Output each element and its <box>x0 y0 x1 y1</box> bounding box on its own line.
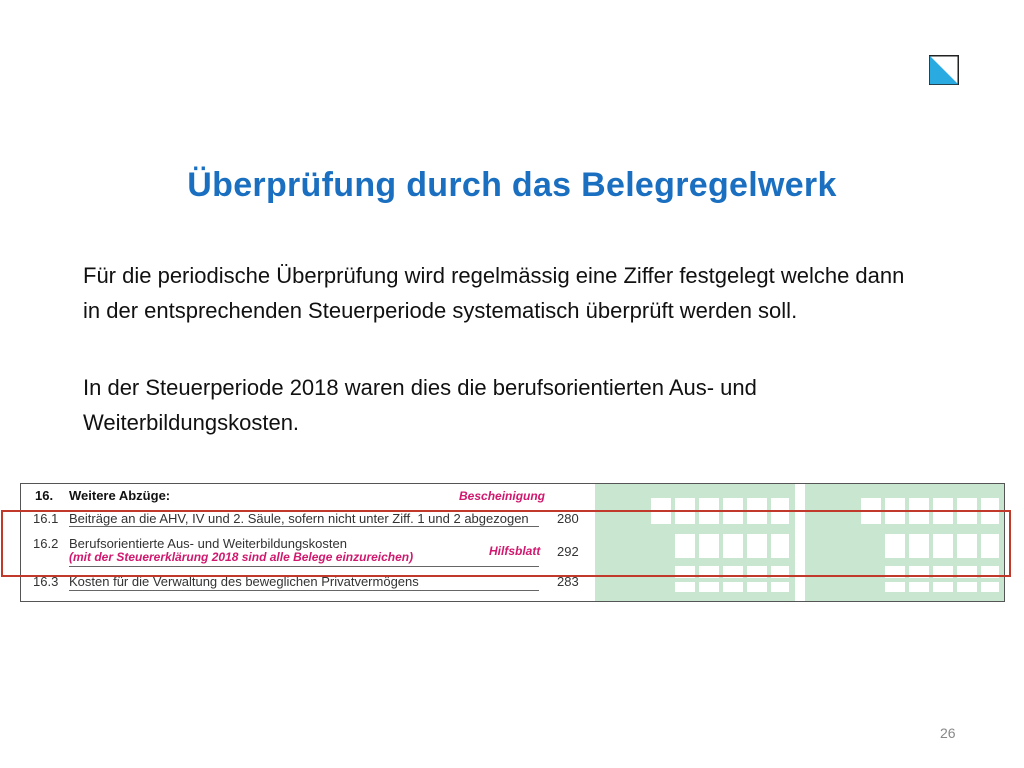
form-row-number: 16.2 <box>33 536 59 551</box>
page-number: 26 <box>940 725 956 741</box>
form-row-number: 16.1 <box>33 511 59 526</box>
form-row-label: Berufsorientierte Aus- und Weiterbildungskosten <box>69 536 347 551</box>
highlight-box <box>1 510 1011 577</box>
canton-zurich-logo-icon <box>929 55 959 85</box>
form-section-number: 16. <box>35 488 54 503</box>
form-header-note: Bescheinigung <box>459 489 546 503</box>
form-row-number: 16.3 <box>33 574 59 589</box>
form-row-label: Kosten für die Verwaltung des beweglichen Privatvermögens <box>69 574 419 589</box>
paragraph-2: In der Steuerperiode 2018 waren dies die berufsorientierten Aus- und Weiterbildungskosten. <box>83 375 757 435</box>
form-row-code: 283 <box>557 574 579 589</box>
slide-title: Überprüfung durch das Belegregelwerk <box>187 166 837 204</box>
paragraph-1: Für die periodische Überprüfung wird regelmässig eine Ziffer festgelegt welche dann in der entsprechenden Steuerperiode systematisch überprüft werden soll. <box>83 263 905 323</box>
form-row-label: Beiträge an die AHV, IV und 2. Säule, sofern nicht unter Ziff. 1 und 2 abgezogen <box>69 511 529 526</box>
form-section-title: Weitere Abzüge: <box>69 488 171 503</box>
form-row-sublabel: (mit der Steuererklärung 2018 sind alle Belege einzureichen) <box>69 550 414 564</box>
form-row-code: 280 <box>557 511 579 526</box>
form-row-code: 292 <box>557 544 579 559</box>
form-row-note: Hilfsblatt <box>489 544 541 558</box>
